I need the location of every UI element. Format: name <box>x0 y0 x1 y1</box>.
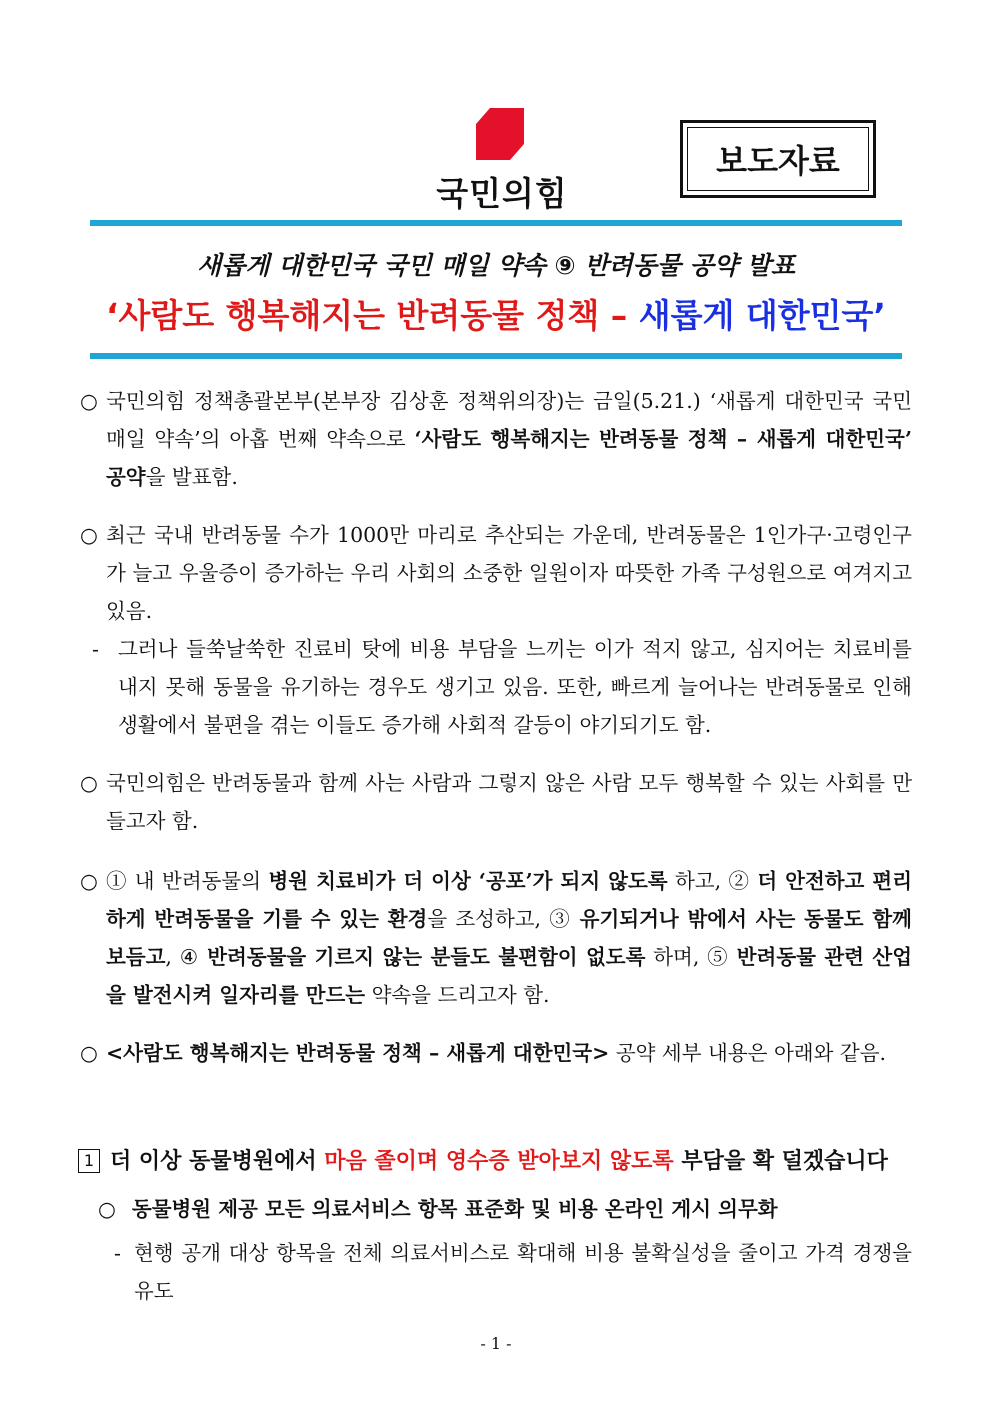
text: 약속을 드리고자 함. <box>365 983 550 1007</box>
bullet: ○ <box>80 1041 98 1065</box>
text: 하며, ⑤ <box>645 945 737 969</box>
text: 을 조성하고, ③ <box>427 907 580 931</box>
page-number: - 1 - <box>480 1334 512 1353</box>
section-1-heading <box>78 1144 918 1175</box>
bold-text: 반려동물을 기르지 않는 분들도 불편함이 없도록 <box>207 945 646 969</box>
paragraph-1 <box>80 382 912 496</box>
bold-text: 더 안전하고 편리하게 반려동물을 기를 수 있는 환경 <box>106 869 912 931</box>
text: 더 이상 동물병원에서 <box>110 1149 325 1174</box>
bold-text: 병원 치료비가 더 이상 ‘공포’가 되지 않도록 <box>268 869 668 893</box>
top-rule <box>90 220 902 226</box>
text: 그러나 들쑥날쑥한 진료비 탓에 비용 부담을 느끼는 이가 적지 않고, 심지어는 치료비를 내지 못해 동물을 유기하는 경우도 생기고 있음. 또한, 빠르게 늘어나는 반려동물로 인해 생활에서 불편을 겪는 이들도 증가해 사회적 갈등이 야기되기도 함. <box>118 637 912 737</box>
press-release-badge <box>680 120 876 198</box>
badge-label: 보도자료 <box>687 127 869 191</box>
party-logo-text: 국민의힘 <box>436 174 568 213</box>
party-logo-mark <box>476 108 524 160</box>
text: 하고, ② <box>667 869 758 893</box>
text: 을 발표함. <box>145 465 238 489</box>
text: 국민의힘은 반려동물과 함께 사는 사람과 그렇지 않은 사람 모두 행복할 수 있는 사회를 만들고자 함. <box>106 771 912 833</box>
text: 현행 공개 대상 항목을 전체 의료서비스로 확대해 비용 불확실성을 줄이고 가격 경쟁을 유도 <box>134 1241 912 1303</box>
bold-text: ‘사람도 행복해지는 반려동물 정책 – 새롭게 대한민국’ 공약 <box>106 427 912 489</box>
paragraph-4 <box>80 862 912 1014</box>
highlight-text: 마음 졸이며 영수증 받아보지 않도록 <box>324 1149 674 1174</box>
headline <box>0 290 992 337</box>
headline-red: ‘사람도 행복해지는 반려동물 정책 <box>106 296 600 335</box>
bold-text: <사람도 행복해지는 반려동물 정책 – 새롭게 대한민국> <box>106 1041 610 1065</box>
paragraph-5 <box>80 1034 912 1072</box>
section-number: 1 <box>78 1149 100 1173</box>
bullet: ○ <box>98 1197 116 1221</box>
text: 부담을 확 덜겠습니다 <box>673 1149 888 1174</box>
paragraph-3 <box>80 764 912 840</box>
bottom-rule <box>90 353 902 359</box>
bullet: ○ <box>80 389 98 413</box>
dash-bullet: - <box>92 637 99 661</box>
headline-blue: 새롭게 대한민국’ <box>638 296 886 335</box>
text: ① 내 반려동물의 <box>106 869 269 893</box>
subtitle: 새롭게 대한민국 국민 매일 약속 ⑨ 반려동물 공약 발표 <box>197 251 795 280</box>
headline-dash: – <box>599 296 639 335</box>
bullet: ○ <box>80 869 98 893</box>
text: 공약 세부 내용은 아래와 같음. <box>609 1041 887 1065</box>
section-1-item <box>98 1192 912 1222</box>
bold-text: 반려동물 관련 산업을 발전시켜 일자리를 만드는 <box>106 945 913 1007</box>
paragraph-2-detail <box>92 630 912 744</box>
text: 최근 국내 반려동물 수가 1000만 마리로 추산되는 가운데, 반려동물은 1인가구·고령인구가 늘고 우울증이 증가하는 우리 사회의 소중한 일원이자 따뜻한 가족 구성원으로 여겨지고 있음. <box>106 523 912 623</box>
section-1-detail <box>114 1234 912 1310</box>
dash-bullet: - <box>114 1241 121 1265</box>
text: , ④ <box>165 945 208 969</box>
bold-text: 유기되거나 밖에서 사는 동물도 함께 보듬고 <box>106 907 912 969</box>
bullet: ○ <box>80 523 98 547</box>
paragraph-2 <box>80 516 912 630</box>
text: 동물병원 제공 모든 의료서비스 항목 표준화 및 비용 온라인 게시 의무화 <box>131 1197 778 1221</box>
text: 국민의힘 정책총괄본부(본부장 김상훈 정책위의장)는 금일(5.21.) ‘새롭게 대한민국 국민 매일 약속’의 아홉 번째 약속으로 <box>106 389 912 451</box>
bullet: ○ <box>80 771 98 795</box>
